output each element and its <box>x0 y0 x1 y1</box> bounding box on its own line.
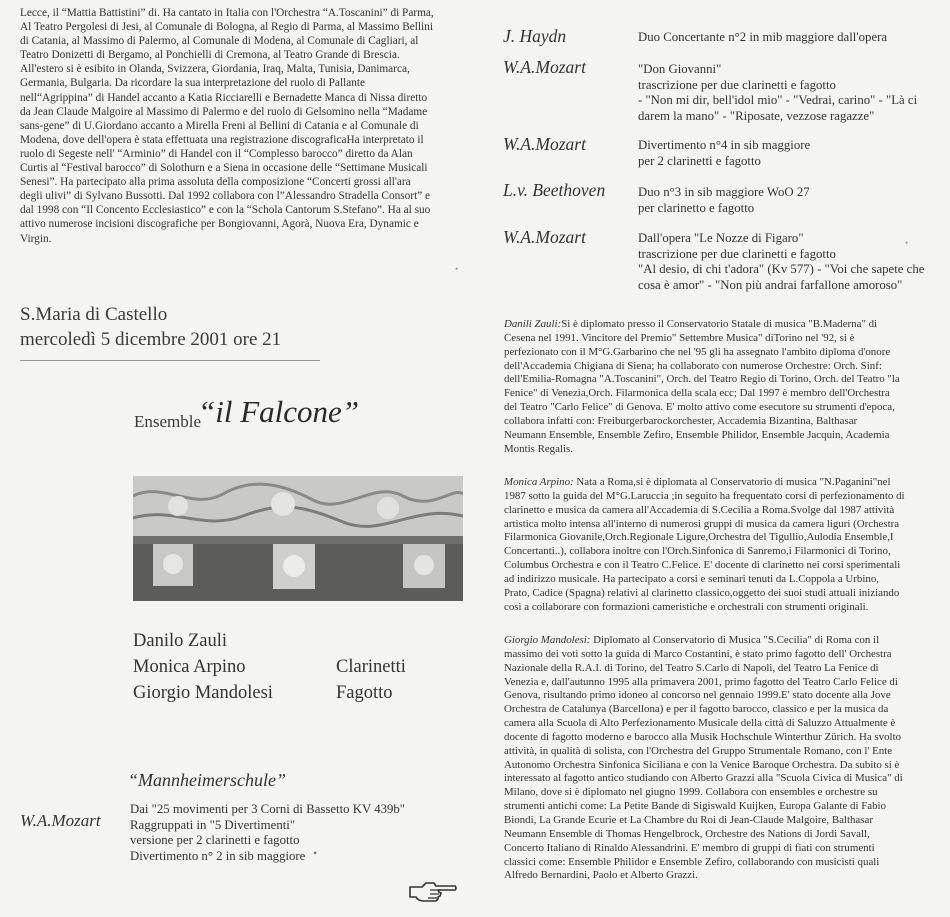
relief-photo <box>133 476 463 601</box>
performer-name: Danilo Zauli <box>133 631 228 651</box>
bio-line: Concerto Italiano di Rinaldo Alessandrini. E' membro di gruppi di fiati con strumenti <box>504 841 875 854</box>
piece-line: versione per 2 clarinetti e fagotto <box>130 833 300 848</box>
piece-line: Divertimento n°4 in sib maggiore <box>638 138 811 152</box>
bio-line: Virgin. <box>20 232 52 245</box>
bio-line: Genova, risultando primo idoneo al concorso nel gennaio 1999.E' stato docente alla Jove <box>504 689 891 702</box>
program-piece <box>130 802 405 864</box>
bio-line: Orchestra de Catalunya (Barcellona) e per il fagotto barocco, classico e per la musica da <box>504 703 889 716</box>
bio-name: Giorgio Mandolesi: <box>504 634 591 646</box>
bio-line: camera alla Scuola di Alto Perfezionamento Musicale della città di Saluzzo Attualmente è <box>504 717 896 730</box>
bio-line: Neumann Ensemble di Thomas Hengelbrock, Orchestre des Nations di Jordi Savall, <box>504 827 870 840</box>
instrument: Clarinetti <box>336 657 406 677</box>
bio-line: Germania, Bulgaria. Da ricordare la sua interpretazione del ruolo di Pallante <box>20 77 366 90</box>
program-composer: J. Haydn <box>503 26 567 46</box>
bio-line: Modena, dove dell'opera è stata effettuata una registrazione discograficaHa interpretato il <box>20 133 424 146</box>
program-section-title: “Mannheimerschule” <box>128 770 286 790</box>
instrument: Fagotto <box>336 683 393 703</box>
bio-line: Filarmonica Giovanile,Orch.Regionale Ligure,Orchestra del Tigullio,Aulodia Ensemble,I <box>504 531 894 544</box>
bio-line: attivo numerose incisioni discografiche per Bongiovanni, Agorà, Nuova Era, Dynamic e <box>20 218 419 231</box>
bio-line: docente di fagotto moderno e barocco alla Musik Hochschule Winterthur Zürich. Ha svolto <box>504 730 902 743</box>
bio-name: Danili Zauli: <box>504 318 562 330</box>
bio-line: degli ulivi” di Sylvano Bussotti. Dal 1992 collabora con l”Alessandro Stradella Consort” e <box>20 190 431 203</box>
piece-line: Divertimento n° 2 in sib maggiore <box>130 848 306 863</box>
bio-line: strumenti antichi come: La Petite Bande di Sigiswald Kuijken, Europa Galante di Fabio <box>504 800 886 813</box>
bio-line: sans-gene” di U.Giordano accanto a Mirella Freni al Bellini di Catania e al Comunale di <box>20 119 419 132</box>
venue-place: S.Maria di Castello <box>20 304 168 325</box>
bio-line: Monica Arpino: Nata a Roma,si è diplomata al Conservatorio di musica "N.Paganini"nel <box>504 476 891 488</box>
venue-block <box>20 302 281 352</box>
bio-line: nell“Agrippina” di Handel accanto a Katia Ricciarelli e Bernadette Manca di Nissa diretto <box>20 91 428 104</box>
bio-line: Autonomo Orchestra Sinfonica Siciliana e con la Venice Baroque Orchestra. Da subito si è <box>504 758 900 771</box>
bio-line: Montis Regalis. <box>504 442 573 455</box>
bio-line: ad indirizzo musicale. Ha partecipato a corsi e seminari tenuti da L.Coppola a Urbino, <box>504 572 879 585</box>
bio-danilo-zauli <box>504 318 942 456</box>
program-piece <box>638 30 887 46</box>
program-composer: W.A.Mozart <box>503 227 586 247</box>
piece-line: "Don Giovanni" <box>638 62 722 76</box>
bio-line: 1987 sotto la guida del M°G.Laruccia ;in seguito ha frequentato corsi di perfezionamento di <box>504 489 905 502</box>
piece-line: darem la mano" - "Riposate, vezzose ragazze" <box>638 108 875 123</box>
bio-monica-arpino <box>504 476 942 614</box>
concert-date: mercoledì 5 dicembre 2001 ore 21 <box>20 329 282 350</box>
piece-line: "Al desio, di chi t'adora" (Kv 577) - "Voi che sapete che <box>638 262 925 277</box>
bio-line: ruolo di Segeste nell' “Arminio” di Handel con il “Complesso barocco” diretto da Alan <box>20 147 413 160</box>
relief-image <box>133 476 463 601</box>
bio-giorgio-mandolesi <box>504 634 942 883</box>
bio-line: Teatro Donizetti di Bergamo, al Ponchielli di Cremona, al Teatro Grande di Brescia. <box>20 49 400 62</box>
piece-line: per clarinetto e fagotto <box>638 200 755 215</box>
bio-line: All'estero si è esibito in Olanda, Svizzera, Giordania, Iraq, Malta, Tunisia, Danimarca, <box>20 63 410 76</box>
piece-line: Duo Concertante n°2 in mib maggiore dall'opera <box>638 30 888 44</box>
program-piece <box>638 62 917 124</box>
ensemble-name: “il Falcone” <box>198 394 360 429</box>
bio-line: Venezia e, dall'autunno 1995 alla primavera 2001, primo fagotto del Teatro Carlo Felice di <box>504 675 898 688</box>
piece-line: Dall'opera "Le Nozze di Figaro" <box>638 231 804 245</box>
ensemble-label: Ensemble <box>134 412 202 431</box>
piece-line: trascrizione per due clarinetti e fagotto <box>638 246 836 261</box>
performer-names <box>133 628 273 706</box>
bio-line: perfezionato con il M°G.Garbarino che nel '95 gli ha assegnato l'ambito diploma d'onore <box>504 345 891 358</box>
program-composer: L.v. Beethoven <box>503 180 606 200</box>
bio-name: Monica Arpino: <box>504 476 574 488</box>
bio-line: Neumann Ensemble, Ensemble Zefiro, Ensemble Philidor, Ensemble Jacquin, Academia <box>504 428 890 441</box>
bio-line: classici come: Ensemble Philidor e Ensemble Zefiro, collaborando con musicisti quali <box>504 855 880 868</box>
piece-line: Dai "25 movimenti per 3 Corni di Bassetto KV 439b" <box>130 802 406 816</box>
bio-line: Al Teatro Pergolesi di Jesi, al Comunale di Bologna, al Regio di Parma, al Massimo Bellini <box>20 21 433 34</box>
bio-line: così a collaborare con formazioni cameristiche e orchestrali con strumenti originali. <box>504 600 869 613</box>
pointing-hand-icon <box>408 878 458 904</box>
bio-line: massimo dei voti sotto la guida di Marco Costantini, è stato primo fagotto dell' Orchestra <box>504 647 892 660</box>
speck: • <box>905 238 909 248</box>
bio-line: Biondi, La Grande Ecurie et La Chambre du Roi di Jean-Claude Malgoire, Balthasar <box>504 813 873 826</box>
program-composer: W.A.Mozart <box>20 811 101 830</box>
piece-line: - "Non mi dir, bell'idol mio" - "Vedrai, carino" - "Là ci <box>638 93 918 108</box>
bio-line: Milano, dove si è diplomato nel giugno 1999. Collabora con ensembles e orchestre su <box>504 786 878 799</box>
bio-line: Concertanti..), collabora inoltre con l'Orch.Sinfonica di Sanremo,i Filarmonici di Torino, <box>504 545 891 558</box>
piece-line: cosa è amor" - "Non più andrai farfallone amoroso" <box>638 277 903 292</box>
performer-name: Monica Arpino <box>133 657 246 677</box>
bio-line: attività, in qualità di solista, con l'Orchestra del Gruppo Strumentale Romano, con l' Ente <box>504 744 893 757</box>
bio-line: Lecce, il “Mattia Battistini” di. Ha cantato in Italia con l'Orchestra “A.Toscanini” di Parma, <box>20 7 434 19</box>
divider <box>20 360 320 361</box>
bio-line: dell'Accademia Chigiana di Siena; ha collaborato con numerose Orchestre: Orch. Sinf: <box>504 359 882 372</box>
program-piece <box>638 185 810 216</box>
performer-instruments <box>336 654 406 706</box>
performer-name: Giorgio Mandolesi <box>133 683 273 703</box>
bio-line: Curtis al “Festival barocco” di Solothurn e a Siena in occasione delle “Settimane Musicali <box>20 162 428 175</box>
bio-line: collabora infatti con: Freiburgerbarockorchester, Accademia Bizantina, Balthasar <box>504 414 858 427</box>
bio-line: Fenice" di Venezia,Orch. Filarmonica della scala ecc; Dal 1997 è membro dell'Orchestra <box>504 387 890 400</box>
speck: • <box>313 846 318 860</box>
left-biography <box>20 6 464 246</box>
piece-line: Raggruppati in "5 Divertimenti" <box>130 817 296 832</box>
bio-line: dal 1998 con “Il Concento Ecclesiastico” e con la “Schola Cantorum S.Stefano”. Ha al suo <box>20 204 431 217</box>
bio-line: artistica molto intensa all'interno di numerosi gruppi di musica da camera liguri (Orchestra <box>504 517 900 530</box>
program-piece <box>638 138 810 169</box>
bio-line: Giorgio Mandolesi: Diplomato al Conservatorio di Musica "S.Cecilia" di Roma con il <box>504 634 880 646</box>
bio-line: clarinetto e musica da camera all'Accademia di S.Cecilia a Roma.Svolge dal 1987 attività <box>504 503 895 516</box>
bio-line: del Teatro "Carlo Felice" di Genova. E' molto attivo come esecutore su strumenti d'epoca, <box>504 401 895 414</box>
bio-line: da Jean Claude Malgoire al Massimo di Palermo e del ruolo di Gelsomino nella “Madame <box>20 105 428 118</box>
piece-line: per 2 clarinetti e fagotto <box>638 153 761 168</box>
bio-line: Cesena nel 1991. Vincitore del Premio" Settembre Musica" diTorino nel '92, si è <box>504 331 855 344</box>
program-piece <box>638 231 924 293</box>
bio-line: Nazionale della R.A.I. di Torino, del Teatro S.Carlo di Napoli, del Teatro La Fenice di <box>504 661 879 674</box>
bio-line: Danili Zauli:Si è diplomato presso il Conservatorio Statale di musica "B.Maderna" di <box>504 318 878 330</box>
piece-line: Duo n°3 in sib maggiore WoO 27 <box>638 185 810 199</box>
bio-line: interessato al fagotto antico studiando con Alberto Grazzi alla "Scuola Civica di Musica" di <box>504 772 903 785</box>
program-composer: W.A.Mozart <box>503 57 586 77</box>
speck: • <box>455 264 459 274</box>
bio-line: Alfredo Bernardini, Paolo et Alberto Grazzi. <box>504 869 698 882</box>
program-composer: W.A.Mozart <box>503 134 586 154</box>
bio-line: Columbus Orchestra e con il Teatro C.Felice. E' docente di clarinetto nei corsi sperimentali <box>504 559 901 572</box>
bio-line: Prato, Cadice (Spagna) relativi al clarinetto classico,oggetto dei suoi studi attuali iniziando <box>504 586 900 599</box>
bio-line: di Catania, al Massimo di Palermo, al Comunale di Modena, al Comunale di Cagliari, al <box>20 35 419 48</box>
bio-line: dell'Emilia-Romagna "A.Toscanini", Orch. del Teatro Regio di Torino, Orch. del Teatro "la <box>504 373 900 386</box>
piece-line: trascrizione per due clarinetti e fagotto <box>638 77 836 92</box>
bio-line: Senesi”. Ha partecipato alla prima assoluta della composizione “Concerti grossi all'ara <box>20 176 411 189</box>
